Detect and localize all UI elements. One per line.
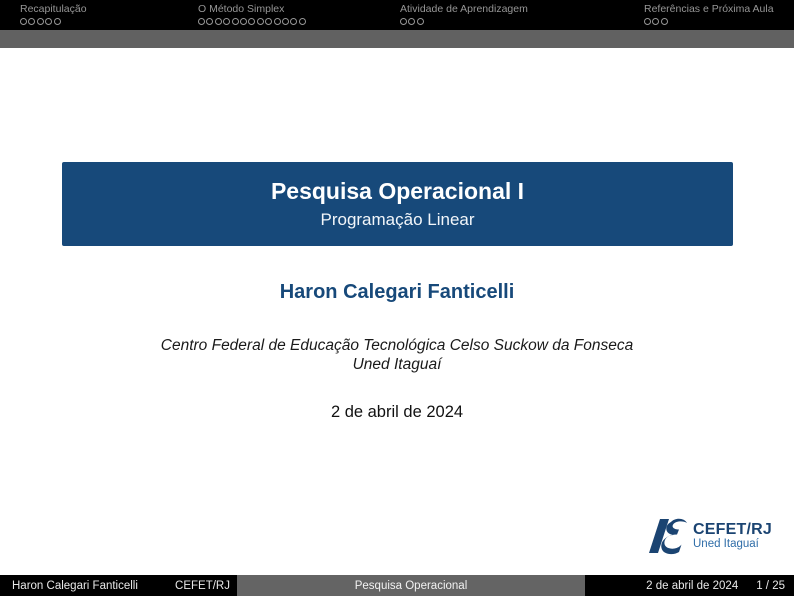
frame-dot[interactable]: [282, 18, 289, 25]
section-frame-dots: [198, 18, 307, 26]
frame-dot[interactable]: [206, 18, 213, 25]
author-name: Haron Calegari Fanticelli: [279, 281, 515, 303]
footline-date: 2 de abril de 2024: [646, 579, 739, 592]
frame-dot[interactable]: [661, 18, 668, 25]
footline-short-title: Pesquisa Operacional: [354, 579, 468, 592]
frame-dot[interactable]: [232, 18, 239, 25]
cefet-logo-subtitle: Uned Itaguaí: [693, 538, 759, 550]
footline-middle: [237, 575, 585, 596]
frame-dot[interactable]: [198, 18, 205, 25]
frame-dot[interactable]: [652, 18, 659, 25]
presentation-title: Pesquisa Operacional I: [270, 178, 525, 204]
footline: [0, 575, 794, 596]
frame-dot[interactable]: [257, 18, 264, 25]
frame-dot[interactable]: [248, 18, 255, 25]
frame-dot[interactable]: [265, 18, 272, 25]
frame-dot[interactable]: [299, 18, 306, 25]
footline-page-number: 1 / 25: [756, 579, 785, 592]
footline-left: [0, 575, 237, 596]
cefet-logo: [645, 515, 780, 557]
presentation-date: 2 de abril de 2024: [330, 403, 464, 421]
nav-section-atividade: [400, 0, 528, 30]
frame-dot[interactable]: [417, 18, 424, 25]
cefet-logo-name: CEFET/RJ: [693, 521, 772, 538]
frame-dot[interactable]: [644, 18, 651, 25]
frame-dot[interactable]: [400, 18, 407, 25]
frame-dot[interactable]: [240, 18, 247, 25]
institute-line2: Uned Itaguaí: [352, 355, 442, 373]
section-title[interactable]: Recapitulação: [20, 3, 87, 15]
header-secondary-bar: [0, 30, 794, 48]
section-title[interactable]: Referências e Próxima Aula: [644, 3, 774, 15]
footline-right: [585, 575, 794, 596]
frame-dot[interactable]: [290, 18, 297, 25]
nav-section-recapitulacao: [20, 0, 87, 30]
cefet-logo-text: [693, 521, 772, 551]
section-frame-dots: [400, 18, 528, 26]
institute-line1: Centro Federal de Educação Tecnológica Celso Suckow da Fonseca: [160, 337, 634, 354]
frame-dot[interactable]: [37, 18, 44, 25]
nav-section-referencias: [644, 0, 774, 30]
section-title[interactable]: Atividade de Aprendizagem: [400, 3, 528, 15]
frame-dot[interactable]: [408, 18, 415, 25]
frame-dot[interactable]: [274, 18, 281, 25]
frame-dot[interactable]: [215, 18, 222, 25]
nav-section-metodo-simplex: [198, 0, 307, 30]
frame-dot[interactable]: [54, 18, 61, 25]
institute: [0, 337, 794, 374]
section-frame-dots: [644, 18, 774, 26]
header-nav: [0, 0, 794, 30]
presentation-subtitle: Programação Linear: [320, 210, 475, 229]
frame-dot[interactable]: [20, 18, 27, 25]
frame-dot[interactable]: [223, 18, 230, 25]
cefet-logo-icon: [645, 516, 689, 556]
frame-dot[interactable]: [45, 18, 52, 25]
section-frame-dots: [20, 18, 87, 26]
section-title[interactable]: O Método Simplex: [198, 3, 285, 15]
title-box: [62, 162, 733, 246]
footline-institution: CEFET/RJ: [175, 579, 230, 592]
frame-dot[interactable]: [28, 18, 35, 25]
footline-author: Haron Calegari Fanticelli: [12, 579, 138, 592]
